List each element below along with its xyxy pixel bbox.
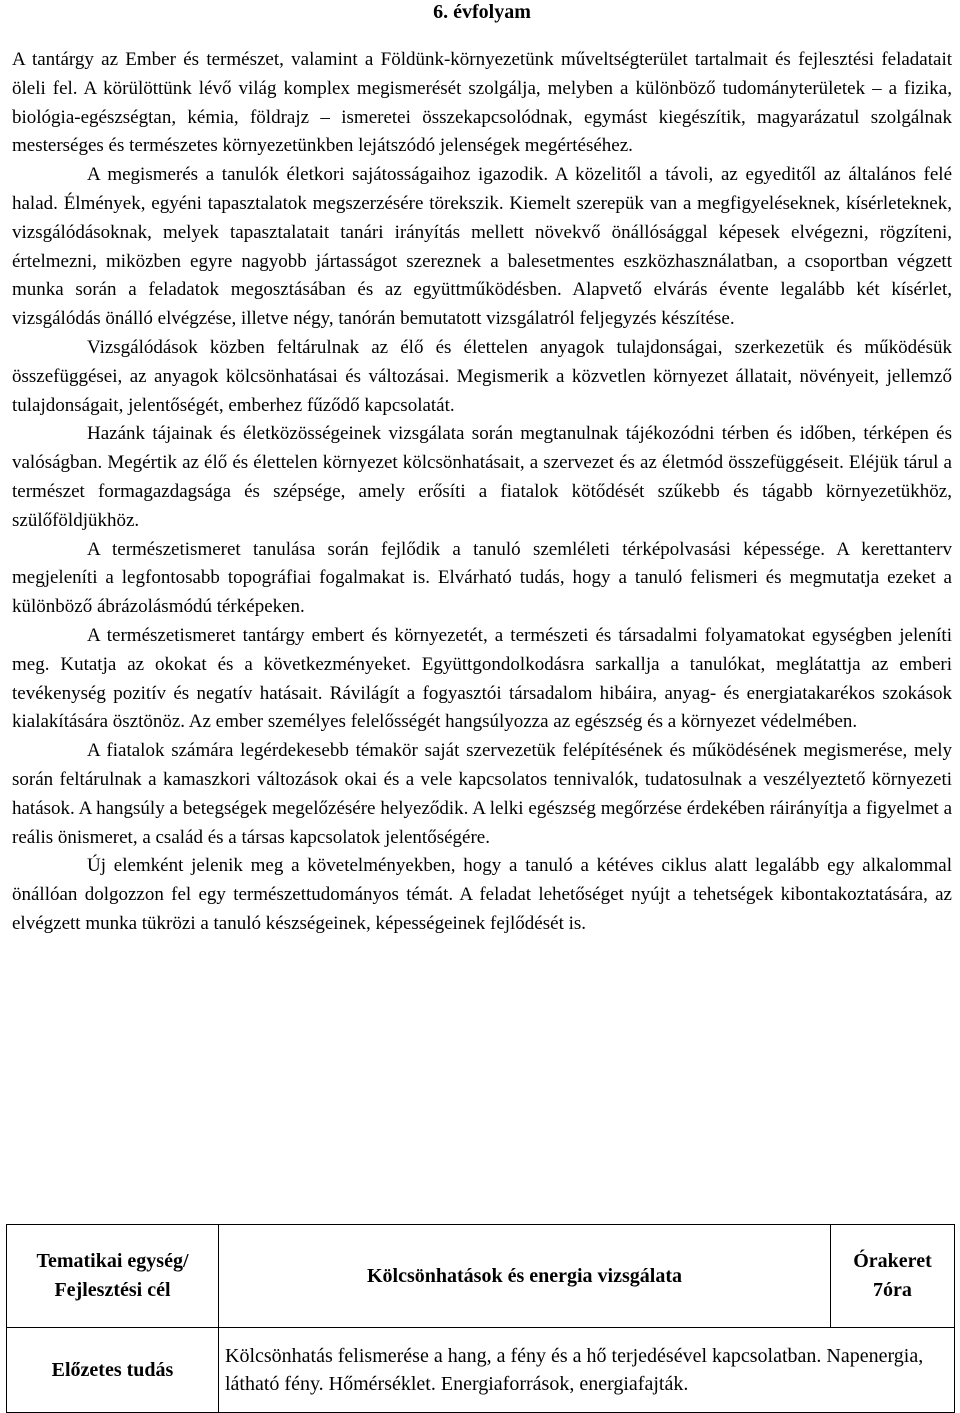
grade-title: 6. évfolyam (433, 1, 531, 23)
intro-paragraph-1: A tantárgy az Ember és természet, valamint a Földünk-környezetünk műveltségterület tartalmait és fejlesztési feladatait öleli fel. A körülöttünk lévő világ komplex megismerését szolgálja, melyben a különböző tudományterületek – a fizika, biológia-egészségtan, kémia, földrajz – ismeretei összekapcsolódnak, egymást kiegészítik, magyarázatul szolgálnak mesterséges és természetes környezetünkben lejátszódó jelenségek megértéséhez. (12, 49, 952, 157)
prior-knowledge-label: Előzetes tudás (7, 1328, 219, 1413)
intro-paragraph-8: Új elemként jelenik meg a követelményekben, hogy a tanuló a kétéves ciklus alatt legalább egy alkalommal önállóan dolgozzon fel egy természettudományos témát. A feladat lehetőséget nyújt a tehetségek kibontakoztatására, az elvégzett munka tükrözi a tanuló készségeinek, képességeinek fejlődését is. (12, 855, 952, 934)
unit-label-cell: Tematikai egység/ Fejlesztési cél (7, 1225, 219, 1328)
intro-paragraph-5: A természetismeret tanulása során fejlődik a tanuló szemléleti térképolvasási képessége. A kerettanterv megjeleníti a legfontosabb topográfiai fogalmakat is. Elvárható tudás, hogy a tanuló felismeri és megmutatja ezeket a különböző ábrázolásmódú térképeken. (12, 538, 952, 618)
prior-knowledge-value: Kölcsönhatás felismerése a hang, a fény és a hő terjedésével kapcsolatban. Napenergia, látható fény. Hőmérséklet. Energiaforrások, energiafajták. (219, 1328, 955, 1413)
unit-title-cell: Kölcsönhatások és energia vizsgálata (219, 1225, 831, 1328)
thematic-unit-table (6, 1224, 955, 1413)
intro-paragraph-6: A természetismeret tantárgy embert és környezetét, a természeti és társadalmi folyamatokat egységben jeleníti meg. Kutatja az okokat és a következményeket. Együttgondolkodásra sarkallja a tanulókat, meglátattja az emberi tevékenység pozitív és negatív hatásait. Rávilágít a fogyasztói társadalom hibáira, anyag- és energiatakarékos szokások kialakítására ösztönöz. Az ember személyes felelősségét hangsúlyozza az egészség és a környezet védelmében. (12, 624, 952, 733)
hours-cell: Órakeret 7óra (831, 1225, 955, 1328)
prior-knowledge-row (7, 1328, 955, 1413)
intro-paragraph-4: Hazánk tájainak és életközösségeinek vizsgálata során megtanulnak tájékozódni térben és időben, térképen és valóságban. Megértik az élő és élettelen környezet kölcsönhatásait, a szervezet és az életmód összefüggéseit. Eléjük tárul a természet formagazdagsága és szépsége, amely erősíti a fiatalok kötődését szűkebb és tágabb környezetükhöz, szülőföldjükhöz. (12, 423, 952, 531)
intro-paragraph-2: A megismerés a tanulók életkori sajátosságaihoz igazodik. A közelitől a távoli, az egyeditől az általános felé halad. Élmények, egyéni tapasztalatok megszerzésére törekszik. Kiemelt szerepük van a megfigyeléseknek, kísérleteknek, vizsgálódásoknak, melyek tapasztalatait tanári irányítás mellett növekvő önállósággal képesek elvégezni, rögzíteni, értelmezni, miközben egyre nagyobb jártasságot szereznek a balesetmentes eszközhasználatban, a csoportban végzett munka során a feladatok megosztásában és az együttműködésben. Alapvető elvárás évente legalább két kísérlet, vizsgálódás önálló elvégzése, illetve négy, tanórán bemutatott vizsgálatról feljegyzés készítése. (12, 164, 952, 330)
document-page (12, 0, 952, 939)
intro-paragraph-3: Vizsgálódások közben feltárulnak az élő és élettelen anyagok tulajdonságai, szerkezetük és működésük összefüggései, az anyagok kölcsönhatásai és változásai. Megismerik a közvetlen környezet állatait, növényeit, jellemző tulajdonságait, jelentőségét, emberhez fűződő kapcsolatát. (12, 336, 952, 416)
unit-header-row (7, 1225, 955, 1328)
intro-paragraph-7: A fiatalok számára legérdekesebb témakör saját szervezetük felépítésének és működésének megismerése, mely során feltárulnak a kamaszkori változások okai és a vele kapcsolatos tennivalók, tudatosulnak a veszélyeztető környezeti hatások. A hangsúly a betegségek megelőzésére helyeződik. A lelki egészség megőrzése érdekében ráirányítja a figyelmet a reális önismeret, a család és a társas kapcsolatok jelentőségére. (12, 740, 952, 848)
